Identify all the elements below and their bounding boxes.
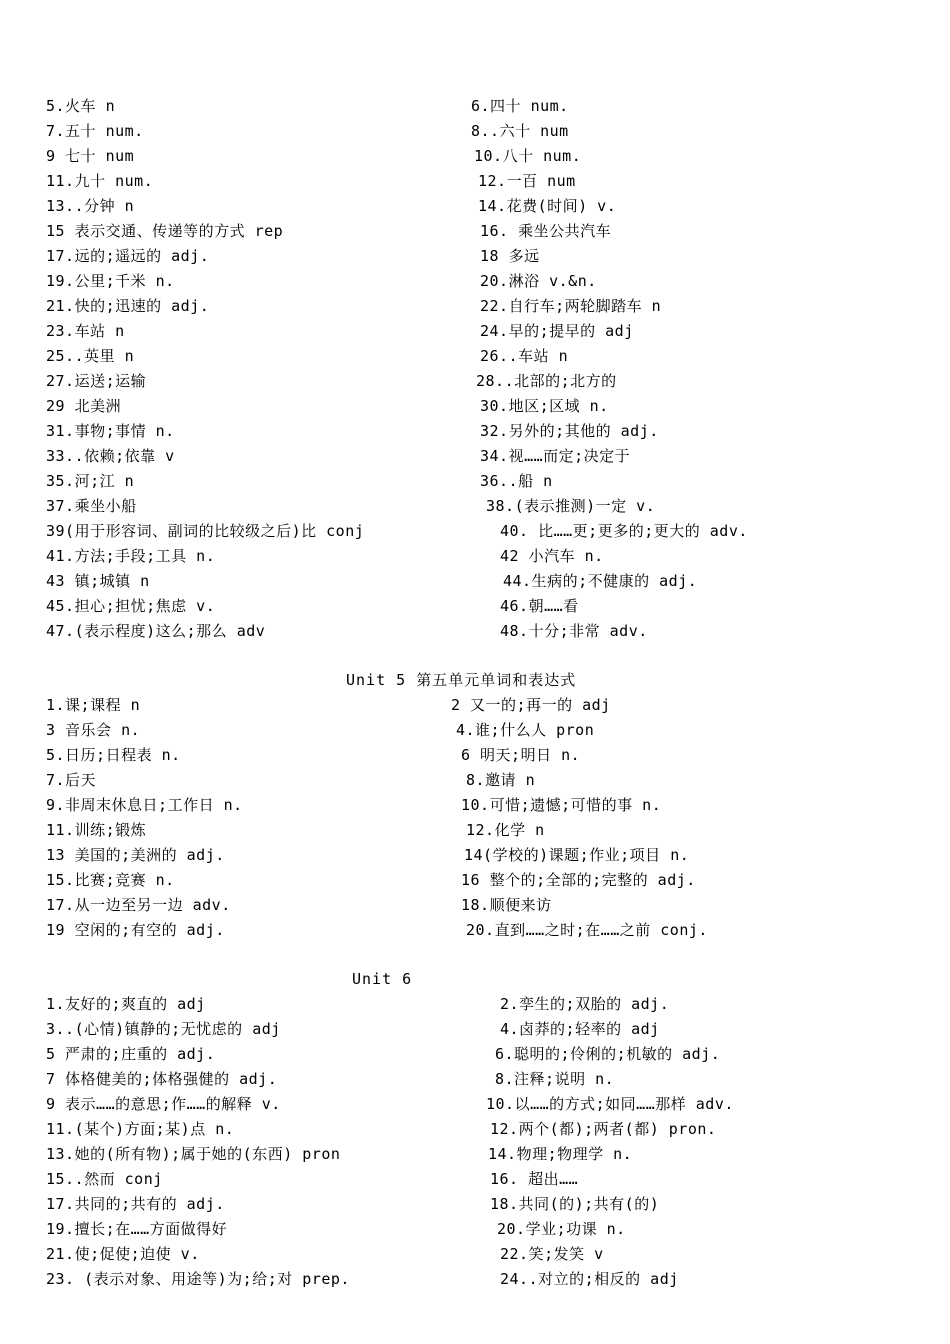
vocab-item-left: 5.日历;日程表 n. [46,746,181,764]
vocab-item-right: 10.以……的方式;如同……那样 adv. [486,1095,734,1113]
vocab-item-left: 35.河;江 n [46,472,135,490]
vocab-item-left: 23. (表示对象、用途等)为;给;对 prep. [46,1270,350,1288]
vocab-item-right: 22.笑;发笑 v [500,1245,604,1263]
vocab-item-left: 31.事物;事情 n. [46,422,175,440]
vocab-item-right: 18.共同(的);共有(的) [490,1195,660,1213]
vocab-item-right: 48.十分;非常 adv. [500,622,648,640]
vocab-item-left: 9 表示……的意思;作……的解释 v. [46,1095,281,1113]
vocab-item-right: 34.视……而定;决定于 [480,447,631,465]
vocab-item-left: 3 音乐会 n. [46,721,141,739]
vocab-item-right: 12.化学 n [466,821,545,839]
vocab-item-right: 30.地区;区域 n. [480,397,609,415]
vocab-item-left: 9 七十 num [46,147,135,165]
vocab-item-right: 2.孪生的;双胎的 adj. [500,995,670,1013]
vocab-item-left: 33..依赖;依靠 v [46,447,175,465]
vocab-item-right: 6.四十 num. [471,97,569,115]
vocab-item-right: 14.花费(时间) v. [478,197,617,215]
vocab-item-right: 18.顺便来访 [461,896,552,914]
vocab-item-left: 13..分钟 n [46,197,135,215]
vocab-item-right: 10.可惜;遗憾;可惜的事 n. [461,796,662,814]
vocab-item-right: 38.(表示推测)一定 v. [486,497,656,515]
vocab-item-left: 7 体格健美的;体格强健的 adj. [46,1070,278,1088]
vocab-item-left: 11.九十 num. [46,172,154,190]
vocab-item-left: 39(用于形容词、副词的比较级之后)比 conj [46,522,365,540]
vocab-item-right: 14(学校的)课题;作业;项目 n. [464,846,690,864]
vocab-item-right: 20.淋浴 v.&n. [480,272,597,290]
vocab-item-right: 36..船 n [480,472,553,490]
vocab-item-right: 22.自行车;两轮脚踏车 n [480,297,662,315]
vocab-item-left: 5.火车 n [46,97,116,115]
vocab-item-left: 19.擅长;在……方面做得好 [46,1220,228,1238]
vocab-item-left: 17.远的;遥远的 adj. [46,247,210,265]
vocab-item-right: 28..北部的;北方的 [476,372,617,390]
vocab-item-right: 24.早的;提早的 adj [480,322,634,340]
vocab-item-left: 37.乘坐小船 [46,497,137,515]
vocab-item-left: 13.她的(所有物);属于她的(东西) pron [46,1145,341,1163]
vocab-item-right: 16. 乘坐公共汽车 [480,222,612,240]
vocab-item-right: 2 又一的;再一的 adj [451,696,611,714]
vocab-item-right: 40. 比……更;更多的;更大的 adv. [500,522,748,540]
vocab-item-left: 19 空闲的;有空的 adj. [46,921,225,939]
vocab-item-right: 16 整个的;全部的;完整的 adj. [461,871,696,889]
vocab-item-right: 8.注释;说明 n. [495,1070,615,1088]
vocab-item-right: 8..六十 num [471,122,569,140]
vocab-item-left: 27.运送;运输 [46,372,147,390]
vocab-item-left: 21.使;促使;迫使 v. [46,1245,200,1263]
vocab-item-left: 1.友好的;爽直的 adj [46,995,206,1013]
vocab-item-right: 46.朝……看 [500,597,579,615]
vocab-item-left: 15 表示交通、传递等的方式 rep [46,222,284,240]
vocab-item-right: 32.另外的;其他的 adj. [480,422,659,440]
vocab-item-right: 14.物理;物理学 n. [488,1145,633,1163]
vocab-item-left: 19.公里;千米 n. [46,272,175,290]
vocab-item-left: 13 美国的;美洲的 adj. [46,846,225,864]
vocab-item-left: 5 严肃的;庄重的 adj. [46,1045,216,1063]
section-heading: Unit 5 第五单元单词和表达式 [346,671,577,689]
vocab-item-left: 7.后天 [46,771,97,789]
vocab-item-right: 44.生病的;不健康的 adj. [503,572,698,590]
vocab-item-left: 17.从一边至另一边 adv. [46,896,231,914]
vocab-item-right: 4.谁;什么人 pron [456,721,595,739]
vocab-item-left: 15..然而 conj [46,1170,163,1188]
vocab-item-left: 17.共同的;共有的 adj. [46,1195,225,1213]
vocab-item-left: 21.快的;迅速的 adj. [46,297,210,315]
vocab-item-left: 29 北美洲 [46,397,122,415]
section-heading: Unit 6 [352,970,413,988]
vocab-item-left: 43 镇;城镇 n [46,572,150,590]
vocab-item-right: 12.两个(都);两者(都) pron. [490,1120,717,1138]
vocab-item-right: 10.八十 num. [474,147,582,165]
vocab-item-left: 41.方法;手段;工具 n. [46,547,216,565]
vocab-item-right: 6.聪明的;伶俐的;机敏的 adj. [495,1045,721,1063]
vocab-item-right: 12.一百 num [478,172,576,190]
vocab-item-left: 11.训练;锻炼 [46,821,147,839]
vocab-item-left: 1.课;课程 n [46,696,141,714]
vocab-item-right: 8.邀请 n [466,771,536,789]
vocab-item-left: 7.五十 num. [46,122,144,140]
vocab-item-right: 20.直到……之时;在……之前 conj. [466,921,708,939]
vocab-item-right: 26..车站 n [480,347,569,365]
vocab-item-left: 23.车站 n [46,322,125,340]
vocab-item-left: 47.(表示程度)这么;那么 adv [46,622,266,640]
vocab-item-right: 24..对立的;相反的 adj [500,1270,679,1288]
vocab-item-left: 9.非周末休息日;工作日 n. [46,796,243,814]
vocab-item-right: 16. 超出…… [490,1170,579,1188]
vocab-item-left: 25..英里 n [46,347,135,365]
vocab-item-right: 18 多远 [480,247,540,265]
vocab-item-left: 45.担心;担忧;焦虑 v. [46,597,216,615]
vocab-item-right: 6 明天;明日 n. [461,746,581,764]
vocab-item-right: 42 小汽车 n. [500,547,604,565]
vocab-item-left: 3..(心情)镇静的;无忧虑的 adj [46,1020,281,1038]
vocab-item-left: 11.(某个)方面;某)点 n. [46,1120,235,1138]
vocab-item-left: 15.比赛;竞赛 n. [46,871,175,889]
vocab-item-right: 4.卤莽的;轻率的 adj [500,1020,660,1038]
vocab-item-right: 20.学业;功课 n. [497,1220,626,1238]
